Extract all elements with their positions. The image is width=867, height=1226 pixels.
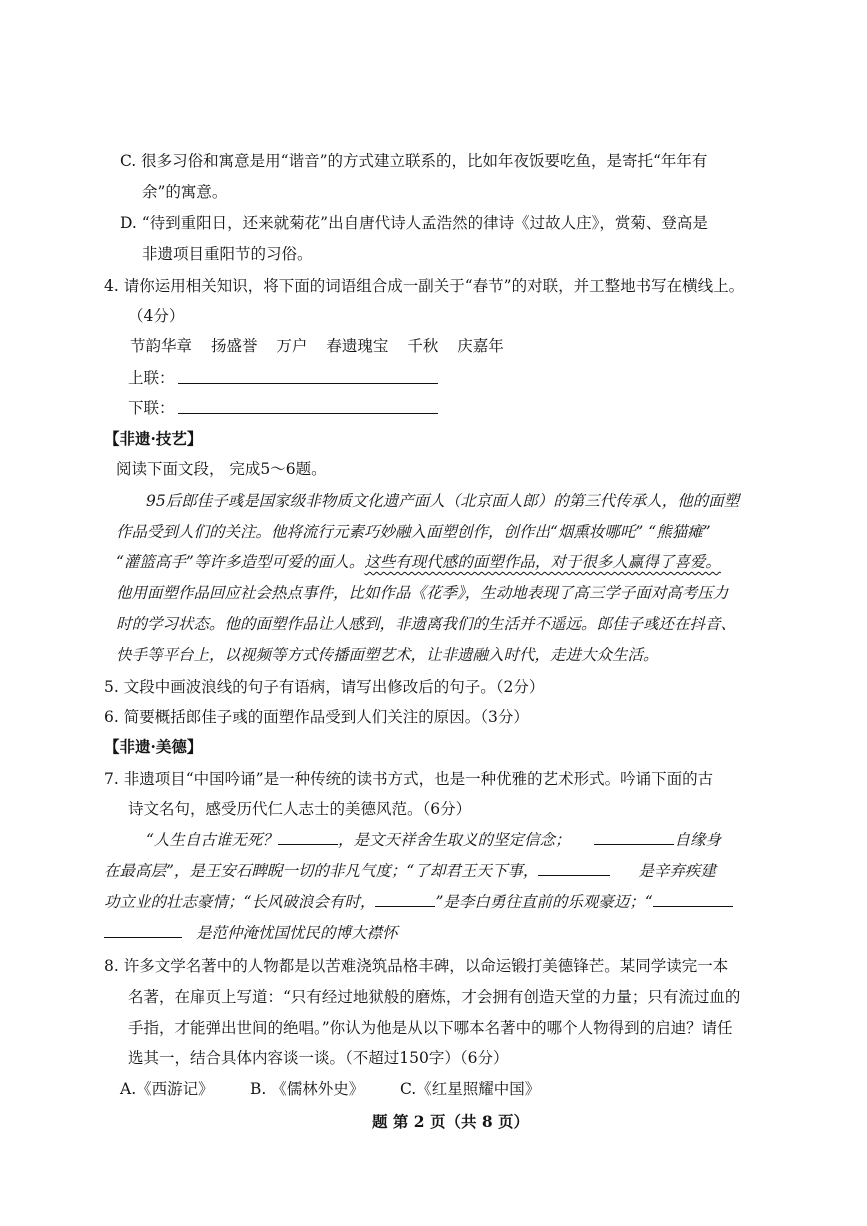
q7-prompt-line2: 诗文名句，感受历代仁人志士的美德风范。（6分）	[128, 800, 472, 818]
passage-line: 时的学习状态。他的面塑作品让人感到，非遗离我们的生活并不遥远。郎佳子彧还在抖音、	[116, 615, 737, 633]
q8-prompt-line2: 名著，在扉页上写道：“只有经过地狱般的磨炼，才会拥有创造天堂的力量；只有流过血的	[128, 988, 741, 1006]
q4-word: 春遗瑰宝	[326, 337, 389, 355]
q4-prompt: 4. 请你运用相关知识，将下面的词语组合成一副关于“春节”的对联，并工整地书写在横线上。	[104, 277, 745, 295]
section-header-skill: 【非遗·技艺】	[104, 429, 203, 448]
q8-option-a: A.《西游记》	[120, 1080, 214, 1098]
page-footer: 题 第 2 页（共 8 页）	[372, 1112, 530, 1131]
q8-prompt-line1: 8. 许多文学名著中的人物都是以苦难浇筑品格丰碑，以命运锻打美德锋芒。某同学读完一本	[104, 957, 729, 975]
fill-text: ，是文天祥舍生取义的坚定信念；	[337, 831, 571, 849]
q4-score: （4分）	[128, 307, 185, 325]
passage-line: 他用面塑作品回应社会热点事件，比如作品《花季》，生动地表现了高三学子面对高考压力	[116, 584, 729, 602]
q4-word: 庆嘉年	[457, 337, 504, 355]
passage-line	[116, 551, 721, 573]
fill-text: 自缘身	[674, 831, 721, 849]
fill-blank-5-cont[interactable]	[104, 923, 182, 938]
reading-instruction: 阅读下面文段， 完成5～6题。	[116, 460, 327, 478]
upper-couplet-answer-line[interactable]	[178, 383, 438, 384]
passage-line: 快手等平台上，以视频等方式传播面塑艺术，让非遗融入时代，走进大众生活。	[116, 646, 659, 664]
option-d-line1: D. “待到重阳日，还来就菊花”出自唐代诗人孟浩然的律诗《过故人庄》，赏菊、登高是	[120, 214, 708, 232]
q7-prompt-line1: 7. 非遗项目“中国吟诵”是一种传统的读书方式，也是一种优雅的艺术形式。吟诵下面的古	[104, 770, 714, 788]
option-d-line2: 非遗项目重阳节的习俗。	[142, 245, 313, 263]
passage-text: “灌篮高手”等许多造型可爱的面人。	[116, 553, 365, 571]
q4-word: 万户	[276, 337, 308, 355]
fill-text: “人生自古谁无死？	[146, 831, 278, 849]
fill-text: 功立业的壮志豪情；“长风破浪会有时，	[104, 893, 376, 911]
q5-prompt: 5. 文段中画波浪线的句子有语病，请写出修改后的句子。（2分）	[104, 678, 545, 696]
section-header-virtue: 【非遗·美德】	[104, 737, 203, 756]
fill-blank-5[interactable]	[653, 892, 733, 907]
q4-word-list	[130, 335, 504, 357]
q8-option-b: B. 《儒林外史》	[250, 1080, 365, 1098]
q4-word: 千秋	[407, 337, 439, 355]
q4-word: 节韵华章	[130, 337, 193, 355]
option-c-line1: C. 很多习俗和寓意是用“谐音”的方式建立联系的，比如年夜饭要吃鱼，是寄托“年年有	[120, 152, 708, 170]
passage-line: 95后郎佳子彧是国家级非物质文化遗产面人（北京面人郎）的第三代传承人，他的面塑	[146, 492, 740, 510]
fill-blank-3[interactable]	[538, 861, 610, 876]
fill-blank-1[interactable]	[278, 830, 338, 845]
q6-prompt: 6. 简要概括郎佳子彧的面塑作品受到人们关注的原因。（3分）	[104, 708, 529, 726]
q7-fill-line4	[104, 922, 398, 944]
q7-fill-line1	[146, 829, 721, 851]
wavy-underlined-sentence: 这些有现代感的面塑作品，对于很多人赢得了喜爱。	[364, 553, 721, 571]
q8-prompt-line4: 选其一，结合具体内容谈一谈。（不超过150字）（6分）	[128, 1049, 509, 1067]
upper-couplet-label: 上联：	[128, 369, 175, 387]
lower-couplet-answer-line[interactable]	[178, 413, 438, 414]
option-c-line2: 余”的寓意。	[142, 183, 228, 201]
fill-text: 是辛弃疾建	[638, 862, 716, 880]
q8-prompt-line3: 手指，才能弹出世间的绝唱。”你认为他是从以下哪本名著中的哪个人物得到的启迪？请任	[128, 1019, 733, 1037]
fill-blank-4[interactable]	[375, 892, 435, 907]
q4-word: 扬盛誉	[210, 337, 258, 355]
fill-text: 是范仲淹忧国忧民的博大襟怀	[196, 924, 398, 942]
passage-line: 作品受到人们的关注。他将流行元素巧妙融入面塑创作，创作出“烟熏妆哪吒” “熊猫瘫”	[116, 523, 711, 541]
q8-option-c: C.《红星照耀中国》	[400, 1080, 541, 1098]
q7-fill-line2	[104, 860, 716, 882]
lower-couplet-label: 下联：	[128, 399, 175, 417]
fill-text: ”是李白勇往直前的乐观豪迈；“	[435, 893, 653, 911]
fill-blank-2[interactable]	[594, 830, 674, 845]
q7-fill-line3	[104, 891, 733, 913]
fill-text: 在最高层”，是王安石睥睨一切的非凡气度；“了却君王天下事，	[104, 862, 539, 880]
